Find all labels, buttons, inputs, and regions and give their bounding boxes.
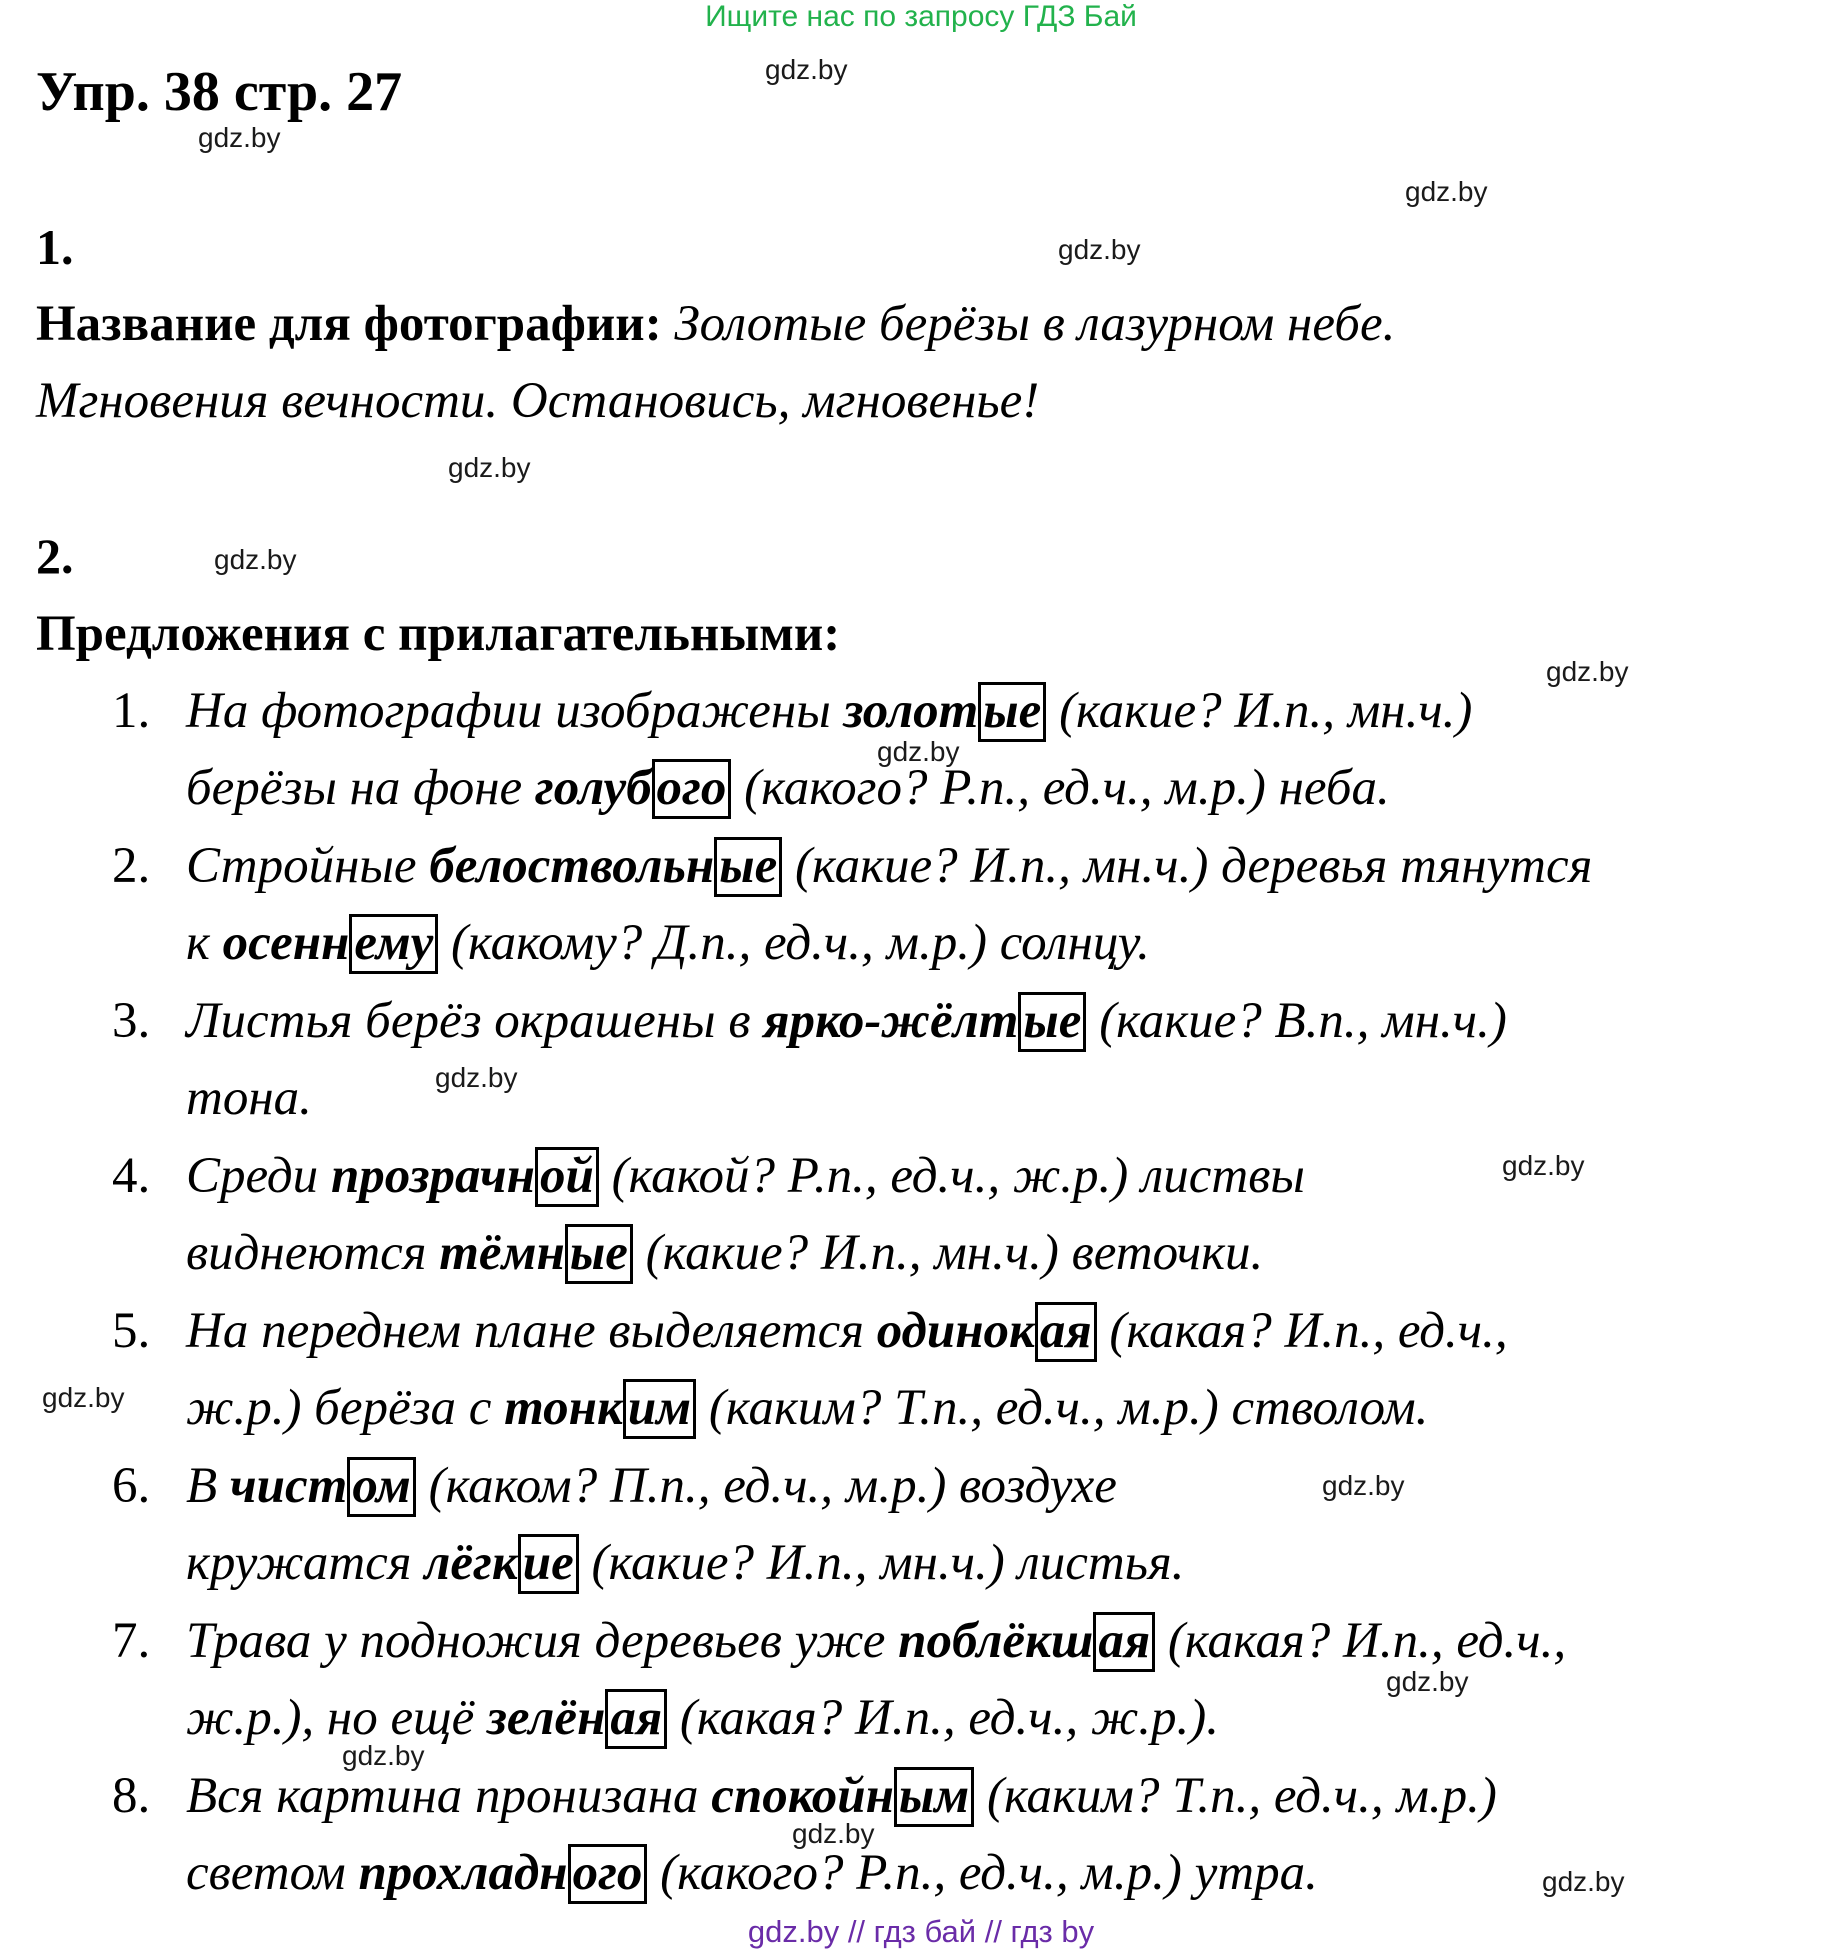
photo-title-text: Золотые берёзы в лазурном небе.	[674, 296, 1396, 352]
sentence-line	[186, 1534, 1184, 1594]
grammar-note: (какого? Р.п., ед.ч., м.р.) неба.	[731, 760, 1390, 816]
adjective	[711, 1768, 974, 1824]
adjective	[898, 1613, 1155, 1669]
adjective-stem: белоствольн	[429, 838, 715, 894]
sentence-text: светом	[186, 1845, 359, 1901]
sentence-line	[186, 1302, 1508, 1362]
adjective-stem: тонк	[504, 1380, 623, 1436]
grammar-note: (какие? И.п., мн.ч.)	[1046, 683, 1473, 739]
sentence-line	[186, 1147, 1305, 1207]
sentence-number: 1.	[112, 683, 151, 739]
adjective-ending-box: ого	[652, 759, 732, 819]
sentence-text: ж.р.) берёза с	[186, 1380, 505, 1436]
sentence-text: В	[186, 1458, 230, 1514]
adjective-stem: прозрачн	[330, 1148, 535, 1204]
adjective-stem: золот	[843, 683, 979, 739]
adjective	[230, 1458, 416, 1514]
adjective-stem: голуб	[534, 760, 652, 816]
adjective	[504, 1380, 696, 1436]
grammar-note: (каким? Т.п., ед.ч., м.р.)	[974, 1768, 1497, 1824]
sentence-text: тона.	[186, 1070, 312, 1126]
adjective-ending-box: ые	[978, 682, 1046, 742]
adjective	[535, 760, 731, 816]
adjective-ending-box: им	[623, 1379, 696, 1439]
adjective-ending-box: ого	[568, 1844, 648, 1904]
sentence-text: Вся картина пронизана	[186, 1768, 712, 1824]
sentence-line	[186, 1069, 312, 1127]
sentence-line	[186, 1224, 1263, 1284]
grammar-note: (какие? В.п., мн.ч.)	[1086, 993, 1507, 1049]
sentence-number: 3.	[112, 993, 151, 1049]
watermark: gdz.by	[1322, 1470, 1405, 1501]
watermark: gdz.by	[877, 736, 960, 767]
adjective	[844, 683, 1047, 739]
watermark: gdz.by	[448, 452, 531, 483]
page-title: Упр. 38 стр. 27	[36, 61, 403, 123]
sentence-text: виднеются	[186, 1225, 440, 1281]
grammar-note: (каком? П.п., ед.ч., м.р.) воздухе	[415, 1458, 1117, 1514]
sentence-line	[186, 992, 1507, 1052]
sentence-text: кружатся	[186, 1535, 425, 1591]
watermark: gdz.by	[1542, 1866, 1625, 1897]
sentence-text: На фотографии изображены	[186, 683, 844, 739]
adjective-ending-box: ом	[347, 1457, 416, 1517]
sentence-line	[186, 759, 1390, 819]
sentence-line	[186, 837, 1592, 897]
grammar-note: (какой? Р.п., ед.ч., ж.р.) листвы	[598, 1148, 1305, 1204]
adjective	[439, 1225, 633, 1281]
grammar-note: (какого? Р.п., ед.ч., м.р.) утра.	[647, 1845, 1318, 1901]
grammar-note: (какая? И.п., ед.ч.,	[1096, 1303, 1508, 1359]
adjective-ending-box: ые	[714, 837, 782, 897]
adjective	[358, 1845, 647, 1901]
section-1-line-1	[36, 295, 1395, 353]
adjective-ending-box: ые	[565, 1224, 633, 1284]
adjective-ending-box: ые	[1018, 992, 1086, 1052]
sentence-line	[186, 914, 1150, 974]
adjective	[763, 993, 1086, 1049]
adjective-ending-box: ему	[349, 914, 438, 974]
sentence-line	[186, 1844, 1318, 1904]
grammar-note: (какая? И.п., ед.ч.,	[1155, 1613, 1567, 1669]
sentence-text: На переднем плане выделяется	[186, 1303, 877, 1359]
adjective-stem: зелён	[487, 1690, 606, 1746]
sentence-number: 8.	[112, 1768, 151, 1824]
adjective-stem: одинок	[876, 1303, 1035, 1359]
sentence-line	[186, 682, 1472, 742]
sentence-text: ж.р.), но ещё	[186, 1690, 487, 1746]
section-1-line-2: Мгновения вечности. Остановись, мгновенье!	[36, 373, 1040, 429]
watermark: gdz.by	[1546, 656, 1629, 687]
adjective-stem: лёгк	[424, 1535, 518, 1591]
grammar-note: (какому? Д.п., ед.ч., м.р.) солнцу.	[438, 915, 1150, 971]
watermark: gdz.by	[1405, 176, 1488, 207]
adjective-stem: чист	[229, 1458, 348, 1514]
adjective-stem: спокойн	[711, 1768, 894, 1824]
grammar-note: (каким? Т.п., ед.ч., м.р.) стволом.	[696, 1380, 1429, 1436]
top-banner: Ищите нас по запросу ГДЗ Бай	[705, 0, 1137, 33]
sentence-number: 2.	[112, 838, 151, 894]
section-2-number: 2.	[36, 528, 74, 584]
watermark: gdz.by	[198, 122, 281, 153]
adjective	[424, 1535, 578, 1591]
adjective-stem: прохладн	[358, 1845, 568, 1901]
watermark: gdz.by	[214, 544, 297, 575]
adjective-ending-box: ая	[1093, 1612, 1155, 1672]
adjective	[429, 838, 782, 894]
sentence-text: Стройные	[186, 838, 430, 894]
sentence-number: 7.	[112, 1613, 151, 1669]
sentence-text: берёзы на фоне	[186, 760, 535, 816]
sentence-line	[186, 1379, 1428, 1439]
grammar-note: (какие? И.п., мн.ч.) деревья тянутся	[782, 838, 1593, 894]
watermark: gdz.by	[1058, 234, 1141, 265]
watermark: gdz.by	[435, 1062, 518, 1093]
adjective-ending-box: ая	[1035, 1302, 1097, 1362]
adjective-stem: поблёкш	[898, 1613, 1094, 1669]
grammar-note: (какая? И.п., ед.ч., ж.р.).	[667, 1690, 1220, 1746]
grammar-note: (какие? И.п., мн.ч.) листья.	[578, 1535, 1185, 1591]
adjective	[877, 1303, 1097, 1359]
adjective	[331, 1148, 599, 1204]
adjective	[223, 915, 439, 971]
footer-links: gdz.by // гдз бай // гдз by	[747, 1914, 1095, 1949]
watermark: gdz.by	[1386, 1666, 1469, 1697]
adjective-ending-box: ым	[894, 1767, 974, 1827]
adjective	[487, 1690, 667, 1746]
adjective-ending-box: ая	[605, 1689, 667, 1749]
sentence-number: 6.	[112, 1458, 151, 1514]
section-2-heading: Предложения с прилагательными:	[36, 606, 841, 662]
adjective-stem: тёмн	[439, 1225, 565, 1281]
watermark: gdz.by	[342, 1740, 425, 1771]
adjective-stem: осенн	[222, 915, 350, 971]
sentence-text: Среди	[186, 1148, 331, 1204]
photo-title-label: Название для фотографии:	[36, 296, 662, 352]
watermark: gdz.by	[42, 1382, 125, 1413]
section-1-number: 1.	[36, 219, 74, 275]
sentence-text: Трава у подножия деревьев уже	[186, 1613, 899, 1669]
watermark: gdz.by	[1502, 1150, 1585, 1181]
adjective-ending-box: ие	[518, 1534, 579, 1594]
grammar-note: (какие? И.п., мн.ч.) веточки.	[632, 1225, 1264, 1281]
sentence-number: 4.	[112, 1148, 151, 1204]
sentence-text: к	[186, 915, 223, 971]
adjective-stem: ярко-жёлт	[763, 993, 1019, 1049]
sentence-line	[186, 1457, 1117, 1517]
adjective-ending-box: ой	[535, 1147, 599, 1207]
sentence-text: Листья берёз окрашены в	[186, 993, 764, 1049]
watermark: gdz.by	[765, 54, 848, 85]
sentence-line	[186, 1612, 1566, 1672]
sentence-line	[186, 1689, 1219, 1749]
sentence-number: 5.	[112, 1303, 151, 1359]
watermark: gdz.by	[792, 1818, 875, 1849]
